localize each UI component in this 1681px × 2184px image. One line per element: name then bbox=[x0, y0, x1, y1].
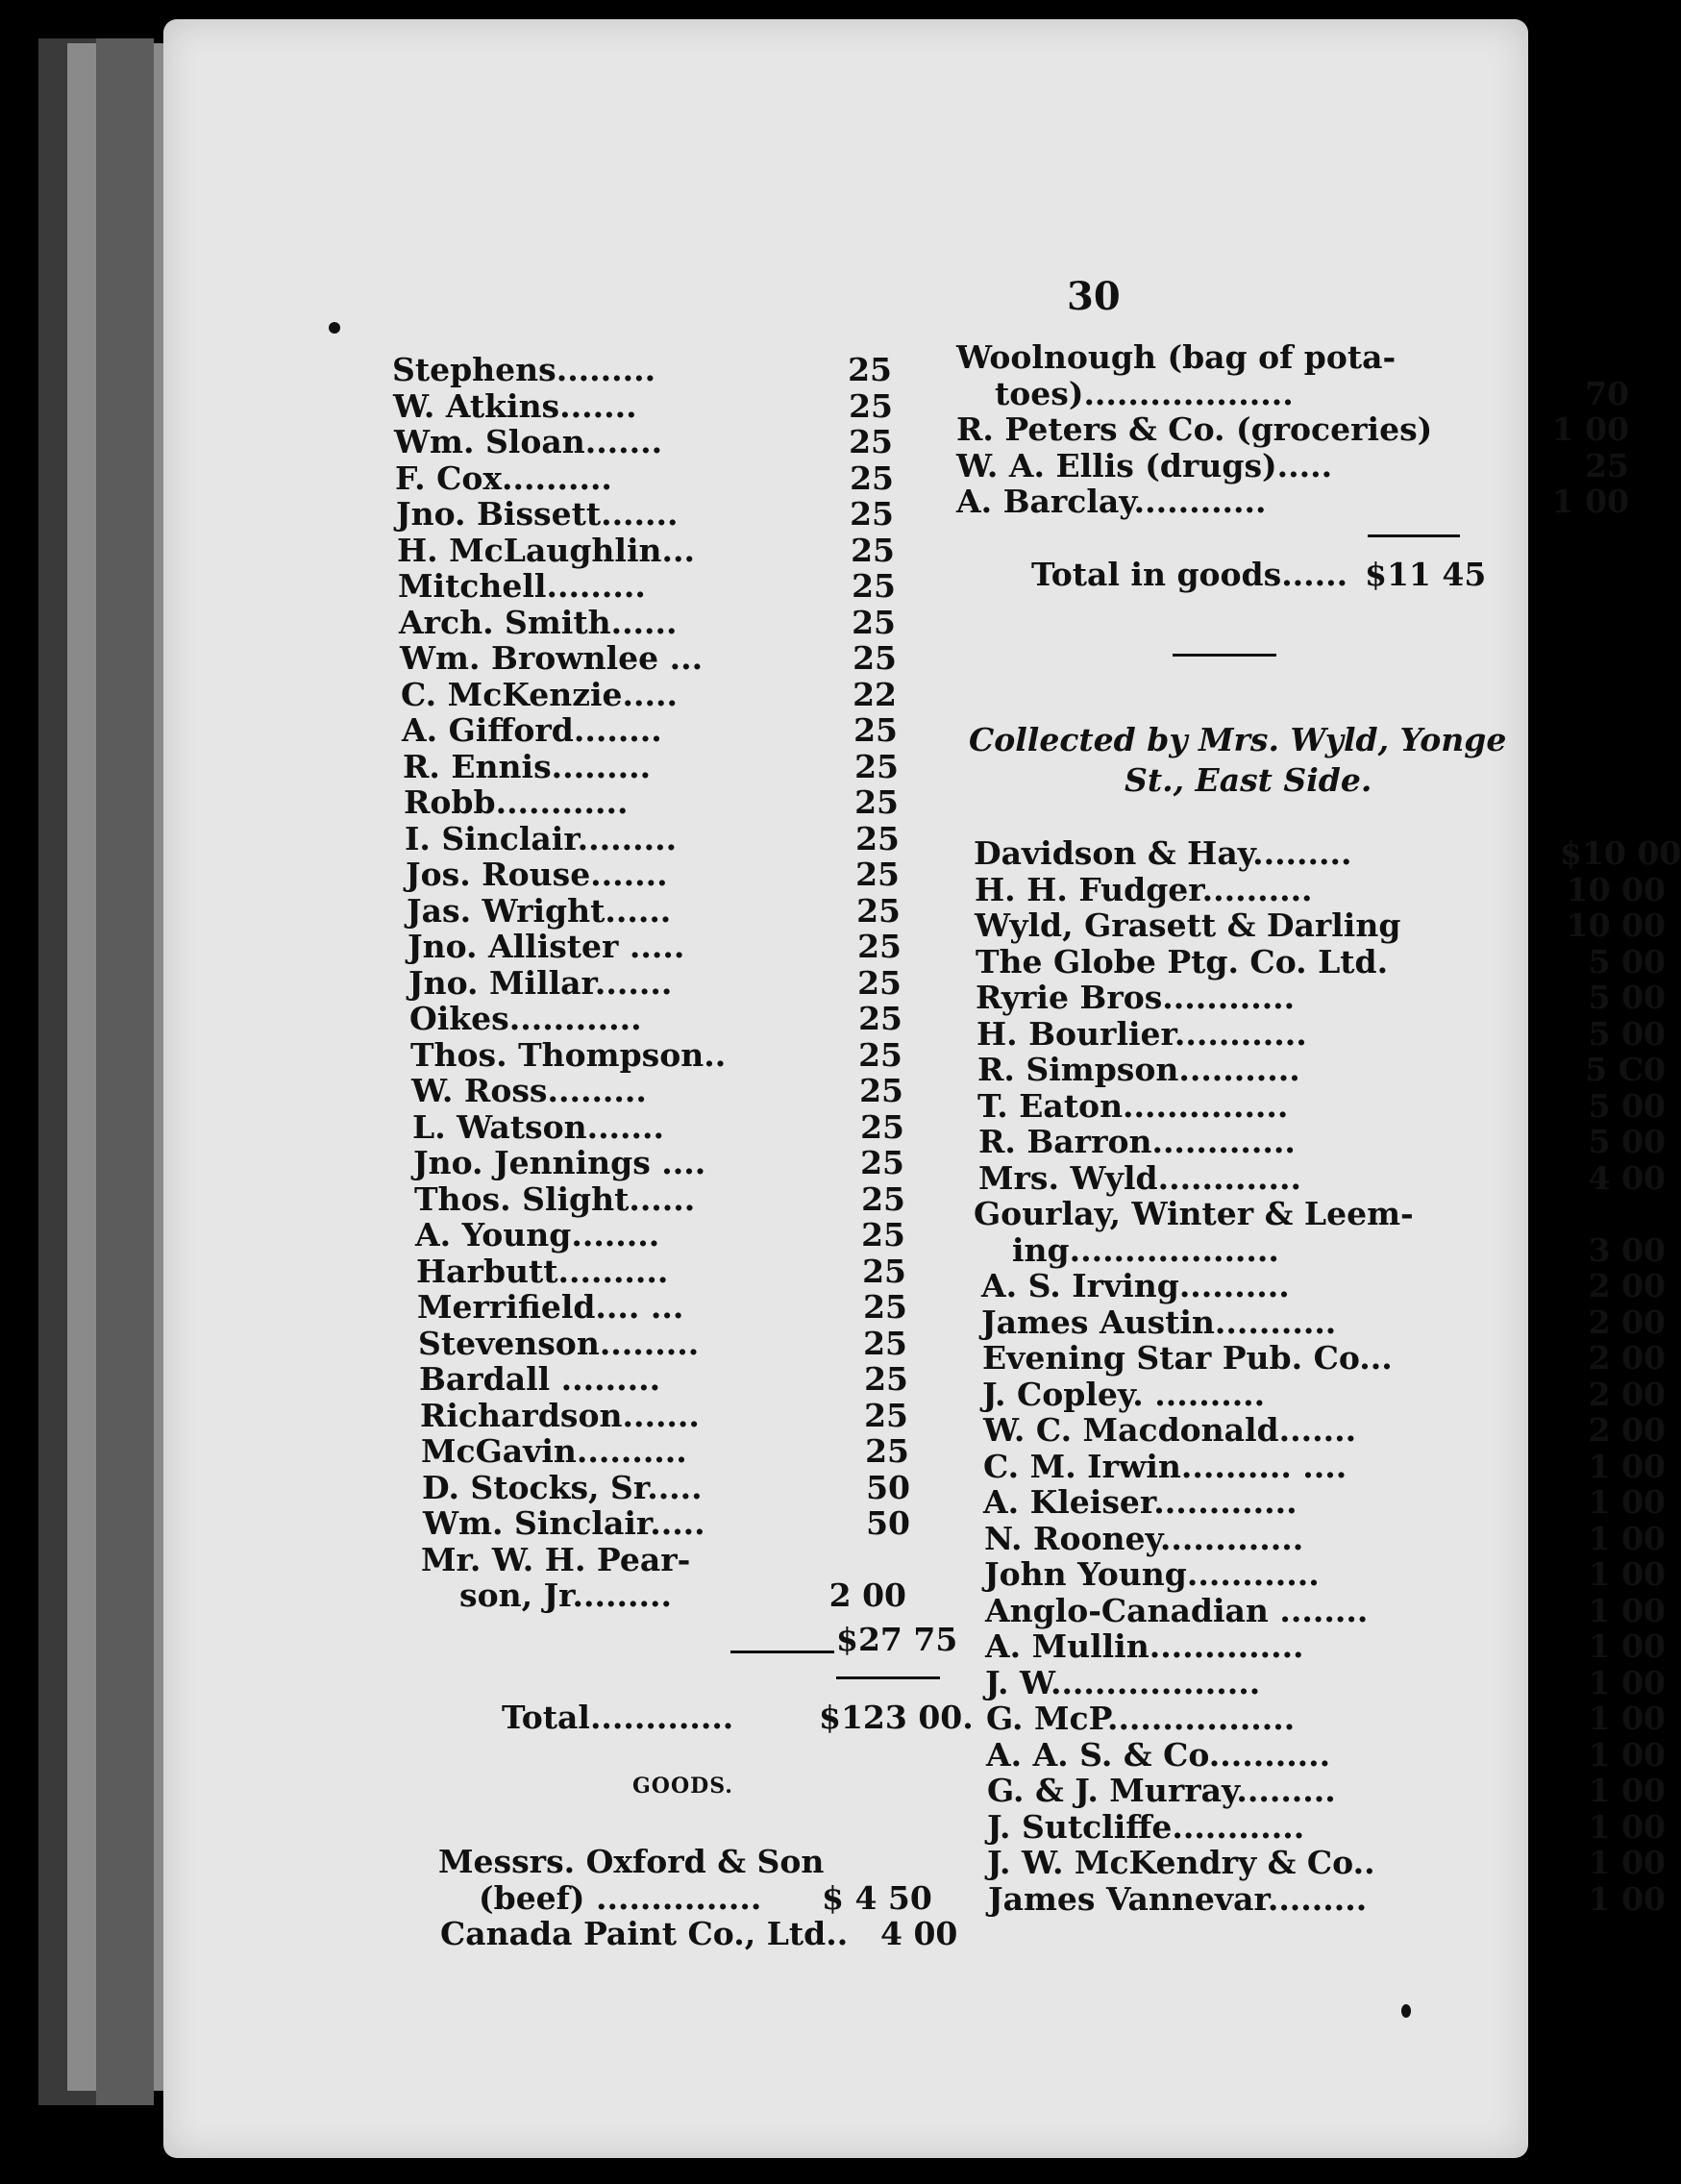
woolnough-line2 bbox=[956, 375, 1629, 411]
entry-amount: 25 bbox=[849, 386, 893, 425]
list-item bbox=[392, 1288, 907, 1326]
list-item bbox=[974, 1015, 1666, 1052]
goods-total-rule bbox=[1368, 534, 1460, 537]
entry-name: Jno. Allister ..... bbox=[408, 928, 685, 965]
gourlay-line2 bbox=[974, 1231, 1666, 1268]
entry-amount: 25 bbox=[855, 819, 900, 857]
list-item bbox=[974, 1087, 1666, 1124]
list-item bbox=[392, 1468, 910, 1506]
entry-name: Stephens......... bbox=[392, 351, 656, 388]
entry-name: A. Gifford........ bbox=[402, 711, 662, 749]
entry-amount: 25 bbox=[863, 1324, 907, 1362]
entry-name: A. A. S. & Co........... bbox=[986, 1735, 1331, 1774]
total-rule bbox=[836, 1676, 940, 1679]
entry-amount: 1 00 bbox=[1588, 1844, 1666, 1881]
entry-name: R. Peters & Co. (groceries) bbox=[956, 410, 1433, 448]
entry-amount: 5 00 bbox=[1588, 942, 1666, 980]
left-entries-list bbox=[392, 351, 910, 1542]
list-item bbox=[974, 1303, 1666, 1340]
entry-amount: 1 00 bbox=[1588, 1483, 1666, 1521]
list-item bbox=[392, 1179, 905, 1218]
list-item bbox=[392, 387, 892, 424]
pearson-entry-line2 bbox=[392, 1576, 906, 1614]
list-item bbox=[392, 1107, 904, 1146]
entry-name: Thos. Thompson.. bbox=[410, 1035, 727, 1074]
canada-paint-amount: 4 00 bbox=[880, 1915, 958, 1952]
peters-entry bbox=[956, 410, 1629, 447]
entry-name: Wyld, Grasett & Darling bbox=[975, 906, 1401, 944]
list-item bbox=[974, 1339, 1666, 1376]
entry-amount: 25 bbox=[848, 351, 892, 388]
list-item bbox=[974, 943, 1666, 980]
list-item bbox=[392, 1144, 904, 1181]
entry-amount: 10 00 bbox=[1566, 906, 1666, 944]
list-item bbox=[974, 1880, 1666, 1917]
entry-amount: 25 bbox=[862, 1252, 906, 1290]
list-item bbox=[974, 906, 1666, 943]
entry-name: Richardson....... bbox=[420, 1396, 700, 1434]
entry-amount: 1 00 bbox=[1588, 1700, 1666, 1737]
entry-name: H. McLaughlin... bbox=[397, 531, 695, 569]
document-page bbox=[163, 19, 1681, 2158]
entry-name: Merrifield.... ... bbox=[417, 1288, 684, 1326]
list-item bbox=[392, 531, 895, 569]
entry-name: Evening Star Pub. Co... bbox=[982, 1339, 1393, 1377]
entry-amount: 25 bbox=[857, 963, 902, 1002]
ink-speck bbox=[329, 322, 340, 334]
entry-name: Mitchell......... bbox=[398, 567, 646, 605]
entry-amount: 4 00 bbox=[1588, 1158, 1666, 1197]
list-item bbox=[392, 603, 896, 641]
gourlay-line1 bbox=[974, 1195, 1666, 1231]
list-item bbox=[392, 783, 899, 821]
entry-amount: 25 bbox=[860, 1144, 904, 1181]
list-item bbox=[392, 675, 897, 713]
collected-entries-2 bbox=[974, 1267, 1666, 1916]
entry-name: H. H. Fudger.......... bbox=[975, 870, 1313, 908]
list-item bbox=[974, 1159, 1666, 1196]
entry-amount: 25 bbox=[849, 423, 893, 460]
entry-name: Arch. Smith...... bbox=[399, 603, 678, 641]
entry-name: ing................... bbox=[1012, 1230, 1279, 1269]
list-item bbox=[392, 1216, 905, 1253]
collected-list bbox=[974, 834, 1681, 1918]
entry-name: W. Atkins....... bbox=[393, 386, 637, 425]
list-item bbox=[974, 1267, 1666, 1303]
entry-name: J. Sutcliffe............ bbox=[987, 1807, 1305, 1846]
entry-name: W. C. Macdonald....... bbox=[983, 1411, 1357, 1449]
entry-amount: 25 bbox=[865, 1432, 909, 1470]
entry-name: N. Rooney............. bbox=[984, 1519, 1304, 1557]
entry-amount: 25 bbox=[852, 567, 896, 605]
entry-amount: 1 00 bbox=[1588, 1627, 1666, 1665]
entry-amount: 25 bbox=[858, 1035, 902, 1074]
list-item bbox=[974, 1592, 1666, 1628]
entry-amount: 25 bbox=[861, 1216, 905, 1253]
entry-amount: 5 00 bbox=[1588, 1014, 1666, 1053]
entry-name: C. M. Irwin.......... .... bbox=[983, 1447, 1347, 1485]
entry-amount: 1 00 bbox=[1588, 1519, 1666, 1557]
entry-amount: 2 00 bbox=[1588, 1303, 1666, 1341]
list-item bbox=[974, 1520, 1666, 1556]
entry-amount: 25 bbox=[850, 495, 894, 533]
list-item bbox=[974, 1123, 1666, 1159]
list-item bbox=[974, 1376, 1666, 1412]
list-item bbox=[392, 1360, 908, 1398]
entry-name: Ryrie Bros............ bbox=[976, 979, 1296, 1016]
entry-name: G. & J. Murray......... bbox=[987, 1772, 1336, 1809]
list-item bbox=[392, 495, 892, 532]
entry-name: Stevenson......... bbox=[418, 1324, 700, 1362]
entry-amount: 1 00 bbox=[1588, 1555, 1666, 1593]
entry-name: D. Stocks, Sr..... bbox=[422, 1468, 703, 1506]
list-item bbox=[974, 1772, 1666, 1808]
entry-name: Gourlay, Winter & Leem- bbox=[974, 1195, 1414, 1232]
entry-amount: 50 bbox=[866, 1504, 910, 1542]
list-item bbox=[974, 1051, 1666, 1087]
entry-name: Harbutt.......... bbox=[416, 1252, 669, 1290]
list-item bbox=[974, 1411, 1666, 1448]
entry-name: James Vannevar......... bbox=[988, 1879, 1368, 1918]
entry-amount: 25 bbox=[864, 1396, 908, 1434]
entry-amount: 25 bbox=[854, 783, 899, 821]
entry-name: Jno. Bissett....... bbox=[396, 495, 679, 533]
entry-amount: 25 bbox=[864, 1360, 908, 1398]
entry-name: I. Sinclair......... bbox=[405, 819, 678, 857]
entry-name: Wm. Brownlee ... bbox=[400, 639, 704, 677]
list-item bbox=[974, 1448, 1666, 1484]
list-item bbox=[392, 1035, 902, 1074]
entry-amount: 25 bbox=[859, 1072, 903, 1109]
section-divider bbox=[1173, 654, 1276, 657]
list-item bbox=[392, 1396, 908, 1434]
entry-name: F. Cox.......... bbox=[395, 459, 612, 497]
entry-amount: 1 00 bbox=[1551, 410, 1629, 448]
entry-name: toes)................... bbox=[995, 374, 1294, 412]
entry-name: A. Young........ bbox=[415, 1216, 660, 1253]
entry-name: J. Copley. .......... bbox=[982, 1375, 1266, 1413]
entry-amount: 1 00 bbox=[1588, 1447, 1666, 1485]
list-item bbox=[974, 1627, 1666, 1664]
list-item bbox=[392, 459, 892, 496]
entry-amount: 1 00 bbox=[1551, 483, 1629, 520]
left-column bbox=[392, 351, 910, 1614]
entry-name: Mrs. Wyld............. bbox=[978, 1158, 1301, 1197]
entry-amount: 2 00 bbox=[1588, 1267, 1666, 1304]
total-label: Total............. bbox=[502, 1699, 734, 1736]
entry-amount: 25 bbox=[853, 711, 898, 749]
entry-name: R. Simpson........... bbox=[977, 1051, 1300, 1088]
entry-name: McGavin.......... bbox=[421, 1432, 687, 1470]
entry-name: Bardall ......... bbox=[419, 1360, 661, 1398]
entry-name: A. S. Irving.......... bbox=[981, 1267, 1290, 1304]
entry-name: J. W................... bbox=[985, 1663, 1261, 1701]
entry-amount: 2 00 bbox=[828, 1576, 906, 1614]
entry-amount: 50 bbox=[866, 1468, 910, 1506]
entry-amount: 25 bbox=[1585, 446, 1629, 484]
book-edge-shadow bbox=[96, 38, 154, 2105]
entry-name: W. Ross......... bbox=[411, 1072, 647, 1109]
entry-name: L. Watson....... bbox=[412, 1107, 665, 1146]
entry-amount: 25 bbox=[851, 531, 895, 569]
entry-amount: 25 bbox=[850, 459, 894, 497]
entry-name: J. W. McKendry & Co.. bbox=[987, 1844, 1375, 1881]
list-item bbox=[392, 351, 892, 387]
entry-name: C. McKenzie..... bbox=[401, 675, 678, 713]
list-item bbox=[392, 1432, 909, 1470]
list-item bbox=[392, 567, 896, 605]
goods-total-amount: $11 45 bbox=[1365, 556, 1487, 593]
list-item bbox=[392, 928, 902, 965]
list-item bbox=[392, 1000, 902, 1037]
list-item bbox=[974, 1555, 1666, 1592]
subtotal-rule bbox=[730, 1650, 834, 1653]
entry-amount: 25 bbox=[853, 639, 897, 677]
list-item bbox=[392, 1504, 910, 1542]
barclay-entry bbox=[956, 483, 1629, 519]
entry-name: Jas. Wright...... bbox=[407, 891, 672, 930]
entry-amount: 25 bbox=[861, 1179, 905, 1218]
entry-name: Robb............ bbox=[404, 783, 629, 821]
list-item bbox=[974, 1700, 1666, 1736]
entry-amount: 1 00 bbox=[1588, 1807, 1666, 1846]
entry-amount: 25 bbox=[858, 1000, 902, 1037]
list-item bbox=[974, 834, 1681, 872]
list-item bbox=[392, 1072, 903, 1109]
pearson-entry-line1 bbox=[392, 1541, 892, 1577]
entry-name: Wm. Sloan....... bbox=[394, 423, 663, 460]
entry-amount: 5 00 bbox=[1588, 1123, 1666, 1160]
list-item bbox=[974, 1736, 1666, 1773]
entry-amount: 25 bbox=[856, 891, 901, 930]
goods-heading: GOODS. bbox=[632, 1774, 733, 1799]
entry-name: A. Mullin.............. bbox=[985, 1627, 1304, 1665]
entry-name: Woolnough (bag of pota- bbox=[956, 338, 1397, 376]
entry-amount: 1 00 bbox=[1588, 1879, 1666, 1918]
goods-total-label: Total in goods...... bbox=[1031, 556, 1348, 593]
entry-amount: 5 00 bbox=[1588, 979, 1666, 1016]
list-item bbox=[974, 1808, 1666, 1845]
entry-amount: 25 bbox=[860, 1107, 904, 1146]
entry-amount: $10 00 bbox=[1560, 834, 1681, 872]
entry-name: A. Kleiser............. bbox=[983, 1483, 1298, 1521]
ellis-entry bbox=[956, 447, 1629, 484]
entry-name: Jno. Millar....... bbox=[408, 963, 673, 1002]
entry-name: T. Eaton............... bbox=[977, 1086, 1289, 1125]
entry-amount: 1 00 bbox=[1588, 1663, 1666, 1701]
entry-amount: 1 00 bbox=[1588, 1735, 1666, 1774]
list-item bbox=[392, 856, 900, 893]
entry-name: Davidson & Hay......... bbox=[974, 834, 1352, 872]
entry-name: Jno. Jennings .... bbox=[413, 1144, 706, 1181]
entry-amount: 1 00 bbox=[1588, 1772, 1666, 1809]
list-item bbox=[974, 979, 1666, 1015]
entry-name: H. Bourlier............ bbox=[976, 1014, 1307, 1053]
entry-amount: 25 bbox=[855, 856, 900, 893]
entry-name: Jos. Rouse....... bbox=[406, 856, 668, 893]
list-item bbox=[392, 639, 897, 677]
entry-name: John Young............ bbox=[984, 1555, 1320, 1593]
entry-name: A. Barclay............ bbox=[956, 483, 1267, 520]
entry-name: R. Barron............. bbox=[978, 1123, 1296, 1160]
collected-heading-line2: St., East Side. bbox=[1125, 761, 1372, 799]
oxford-amount: $ 4 50 bbox=[822, 1879, 932, 1917]
list-item bbox=[392, 423, 892, 459]
subtotal-amount: $27 75 bbox=[836, 1621, 958, 1658]
canada-paint-name: Canada Paint Co., Ltd.. bbox=[440, 1915, 849, 1952]
collected-heading-line1: Collected by Mrs. Wyld, Yonge bbox=[969, 721, 1507, 758]
entry-amount: 25 bbox=[863, 1288, 907, 1326]
entry-name: James Austin........... bbox=[981, 1303, 1337, 1341]
entry-amount: 25 bbox=[854, 747, 899, 785]
list-item bbox=[392, 1324, 907, 1362]
entry-amount: 70 bbox=[1585, 374, 1629, 412]
list-item bbox=[392, 963, 902, 1002]
oxford-line1: Messrs. Oxford & Son bbox=[438, 1843, 825, 1880]
entry-amount: 2 00 bbox=[1588, 1411, 1666, 1449]
collected-entries bbox=[974, 834, 1681, 1197]
entry-name: G. McP................. bbox=[986, 1700, 1296, 1737]
list-item bbox=[974, 1844, 1666, 1880]
list-item bbox=[392, 1252, 906, 1290]
entry-amount: 2 00 bbox=[1588, 1375, 1666, 1413]
entry-name: Thos. Slight...... bbox=[414, 1179, 696, 1218]
list-item bbox=[392, 747, 899, 785]
entry-amount: 25 bbox=[857, 928, 902, 965]
entry-name: Wm. Sinclair..... bbox=[423, 1504, 705, 1542]
entry-name: The Globe Ptg. Co. Ltd. bbox=[976, 942, 1389, 980]
list-item bbox=[392, 891, 901, 930]
entry-name: R. Ennis......... bbox=[403, 747, 652, 785]
entry-name: Oikes............ bbox=[409, 1000, 642, 1037]
entry-name: Mr. W. H. Pear- bbox=[421, 1540, 691, 1578]
entry-amount: 2 00 bbox=[1588, 1339, 1666, 1377]
right-column bbox=[956, 338, 1629, 519]
list-item bbox=[392, 819, 900, 857]
page-number: 30 bbox=[1067, 274, 1121, 319]
list-item bbox=[974, 871, 1666, 907]
entry-amount: 5 00 bbox=[1588, 1086, 1666, 1125]
entry-amount: 3 00 bbox=[1588, 1230, 1666, 1269]
entry-name: W. A. Ellis (drugs)..... bbox=[956, 446, 1333, 484]
entry-name: Anglo-Canadian ........ bbox=[985, 1591, 1369, 1629]
entry-amount: 10 00 bbox=[1566, 870, 1666, 908]
entry-amount: 5 C0 bbox=[1585, 1051, 1666, 1088]
list-item bbox=[974, 1664, 1666, 1700]
list-item bbox=[974, 1483, 1666, 1520]
list-item bbox=[392, 711, 898, 749]
entry-amount: 22 bbox=[853, 675, 897, 713]
woolnough-line1 bbox=[956, 338, 1629, 375]
total-amount: $123 00. bbox=[819, 1699, 974, 1736]
entry-amount: 1 00 bbox=[1588, 1591, 1666, 1629]
ink-speck bbox=[1401, 2004, 1411, 2018]
entry-name: son, Jr......... bbox=[459, 1576, 672, 1614]
entry-amount: 25 bbox=[852, 603, 896, 641]
oxford-line2: (beef) ............... bbox=[479, 1879, 762, 1917]
